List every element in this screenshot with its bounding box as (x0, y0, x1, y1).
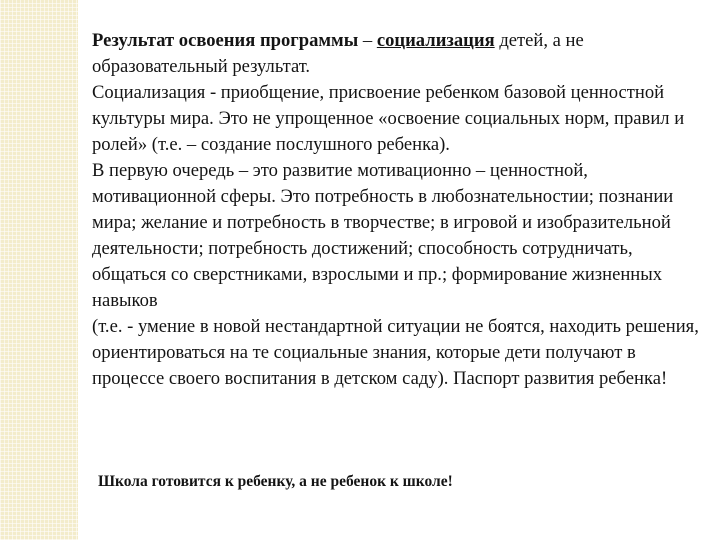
paragraph-motivation: В первую очередь – это развитие мотивационно – ценностной, мотивационной сферы. Это потребность в любознательностии; познании мира; желание и потребность в творчестве; в игровой и изобразительной деятельности; потребность достижений; способность сотрудничать, общаться со сверстниками, взрослыми и пр.; формирование жизненных навыков (92, 160, 674, 311)
socialization-keyword: социализация (376, 30, 495, 51)
paragraph-result (92, 28, 704, 80)
result-lead-text: Результат освоения программы (92, 30, 359, 51)
result-rest-text: детей, а не образовательный результат. (92, 30, 584, 77)
decorative-side-band (0, 0, 78, 540)
result-dash: – (358, 30, 377, 51)
slide-body-text (92, 28, 704, 392)
footer-slogan: Школа готовится к ребенку, а не ребенок к школе! (98, 473, 453, 490)
paragraph-skills: (т.е. - умение в новой нестандартной ситуации не боятся, находить решения, ориентироваться на те социальные знания, которые дети получают в процессе своего воспитания в детском саду). Паспорт развития ребенка! (92, 316, 699, 389)
paragraph-socialization-definition: Социализация - приобщение, присвоение ребенком базовой ценностной культуры мира. Это не упрощенное «освоение социальных норм, правил и ролей» (т.е. – создание послушного ребенка). (92, 82, 685, 155)
